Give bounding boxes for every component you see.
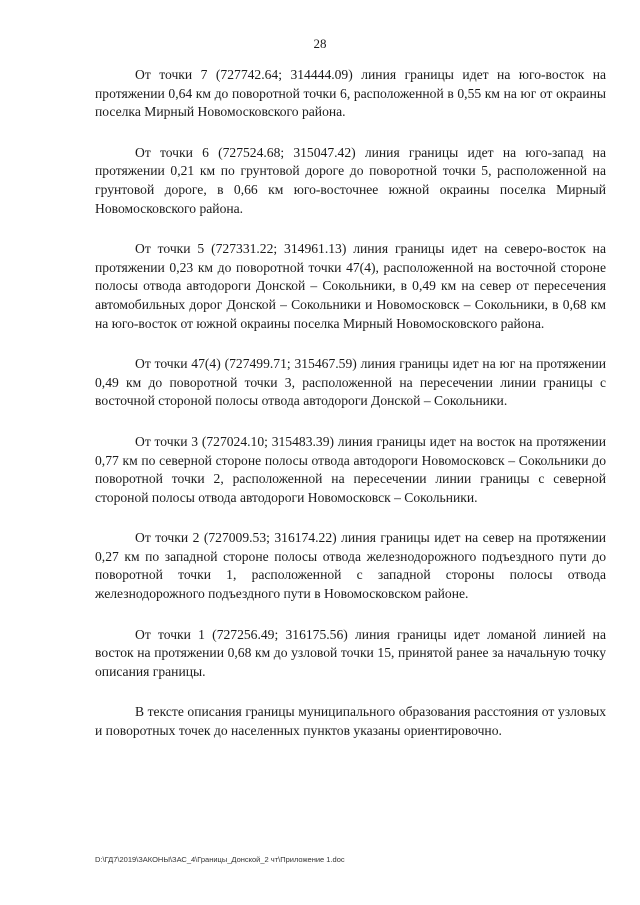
paragraph-point-5: От точки 5 (727331.22; 314961.13) линия границы идет на северо-восток на протяжении 0,23 км до поворотной точки 47(4), расположенной на восточной стороне полосы отвода автодороги Донской – Сокольники, в 0,49 км на север от пересечения автомобильных дорог Донской – Сокольники и Новомосковск – Сокольники, в 0,68 км на юго-восток от южной окраины поселка Мирный Новомосковского района. [95,241,606,331]
paragraph-point-1: От точки 1 (727256.49; 316175.56) линия границы идет ломаной линией на восток на протяжении 0,68 км до узловой точки 15, принятой ранее за начальную точку описания границы. [95,626,606,679]
paragraph-note: В тексте описания границы муниципального образования расстояния от узловых и поворотных точек до населенных пунктов указаны ориентировочно. [95,704,606,739]
paragraph-point-6: От точки 6 (727524.68; 315047.42) линия границы идет на юго-запад на протяжении 0,21 км по грунтовой дороге до поворотной точки 5, расположенной на грунтовой дороге, в 0,66 км юго-восточнее южной окраины поселка Мирный Новомосковского района. [95,144,606,216]
paragraph-point-2: От точки 2 (727009.53; 316174.22) линия границы идет на север на протяжении 0,27 км по западной стороне полосы отвода железнодорожного подъездного пути до поворотной точки 1, расположенной с западной стороны полосы отвода железнодорожного подъездного пути в Новомосковском районе. [95,530,606,602]
paragraph-point-47-4: От точки 47(4) (727499.71; 315467.59) линия границы идет на юг на протяжении 0,49 км до поворотной точки 3, расположенной на пересечении линии границы с восточной стороной полосы отвода автодороги Донской – Сокольники. [95,356,606,409]
footer-file-path: D:\ГД7\2019\ЗАКОНЫ\ЗАС_4\Границы_Донской_2 чт\Приложение 1.doc [95,855,345,864]
document-body [95,66,606,763]
page-number: 28 [313,36,327,51]
paragraph-point-7: От точки 7 (727742.64; 314444.09) линия границы идет на юго-восток на протяжении 0,64 км до поворотной точки 6, расположенной в 0,55 км на юг от окраины поселка Мирный Новомосковского района. [95,67,606,120]
paragraph-point-3: От точки 3 (727024.10; 315483.39) линия границы идет на восток на протяжении 0,77 км по северной стороне полосы отвода автодороги Новомосковск – Сокольники до поворотной точки 2, расположенной на пересечении линии границы с северной стороной полосы отвода автодороги Новомосковск – Сокольники. [95,433,606,505]
